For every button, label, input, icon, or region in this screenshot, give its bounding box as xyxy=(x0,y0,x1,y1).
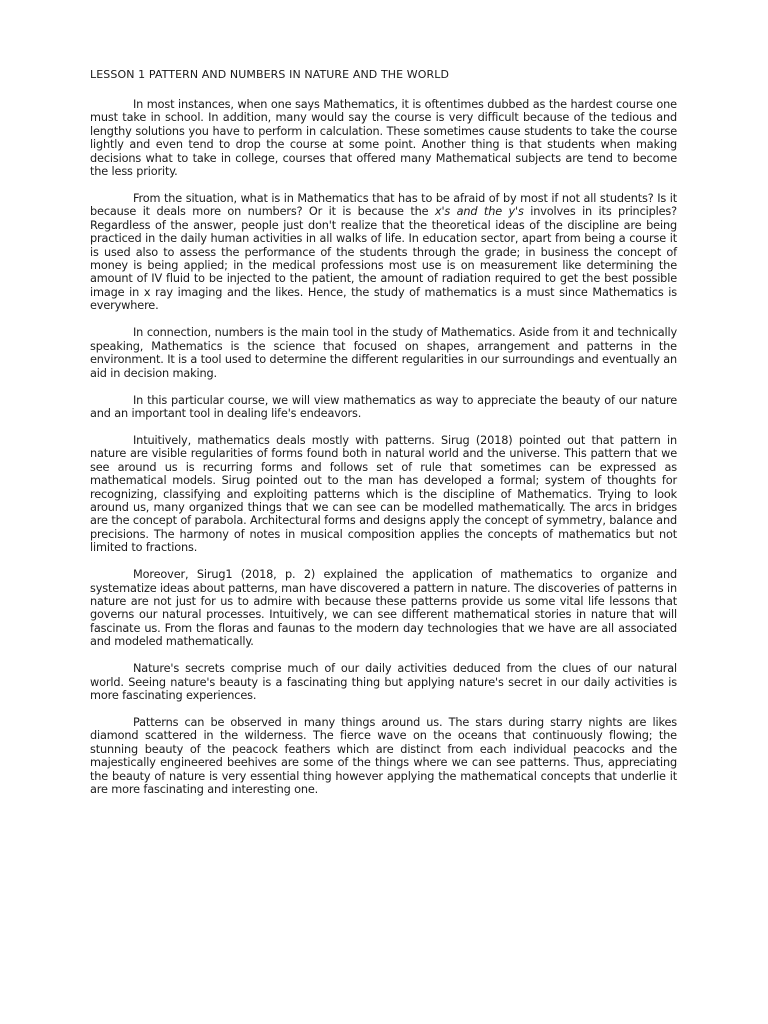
paragraph-5: Intuitively, mathematics deals mostly with patterns. Sirug (2018) pointed out that pattern in nature are visible regularities of forms found both in natural world and the universe. This pattern that we see around us is recurring forms and follows set of rule that sometimes can be expressed as mathematical models. Sirug pointed out to the man has developed a formal; system of thoughts for recognizing, classifying and exploiting patterns which is the discipline of Mathematics. Trying to look around us, many organized things that we can see can be modelled mathematically. The arcs in bridges are the concept of parabola. Architectural forms and designs apply the concept of symmetry, balance and precisions. The harmony of notes in musical composition applies the concepts of mathematics but not limited to fractions. xyxy=(90,433,677,555)
paragraph-3: In connection, numbers is the main tool in the study of Mathematics. Aside from it and technically speaking, Mathematics is the science that focused on shapes, arrangement and patterns in the environment. It is a tool used to determine the different regularities in our surroundings and eventually an aid in decision making. xyxy=(90,326,677,380)
paragraph-1: In most instances, when one says Mathematics, it is oftentimes dubbed as the hardest course one must take in school. In addition, many would say the course is very difficult because of the tedious and lengthy solutions you have to perform in calculation. These sometimes cause students to take the course lightly and even tend to drop the course at some point. Another thing is that students when making decisions what to take in college, courses that offered many Mathematical subjects are tend to become the less priority. xyxy=(90,98,677,179)
lesson-title: LESSON 1 PATTERN AND NUMBERS IN NATURE AND THE WORLD xyxy=(90,68,450,81)
paragraph-2-text-start: From the situation, what is in Mathematics that has to be afraid of by most if not all students? Is it because it deals more on numbers? Or it is because the xyxy=(90,192,677,219)
paragraph-2-text-end: involves in its principles? Regardless of the answer, people just don't realize that the theoretical ideas of the discipline are being practiced in the daily human activities in all walks of life. In education sector, apart from being a course it is used also to assess the performance of the students through the grade; in business the concept of money is being applied; in the medical professions most use is on measurement like determining the amount of IV fluid to be injected to the patient, the amount of radiation required to get the best possible image in x ray imaging and the likes. Hence, the study of mathematics is a must since Mathematics is everywhere. xyxy=(90,205,678,313)
paragraph-4: In this particular course, we will view mathematics as way to appreciate the beauty of our nature and an important tool in dealing life's endeavors. xyxy=(90,393,677,420)
document-page xyxy=(90,68,677,810)
paragraph-6: Moreover, Sirug1 (2018, p. 2) explained the application of mathematics to organize and systematize ideas about patterns, man have discovered a pattern in nature. The discoveries of patterns in nature are not just for us to admire with because these patterns provide us some vital life lessons that governs our natural processes. Intuitively, we can see different mathematical stories in nature that will fascinate us. From the floras and faunas to the modern day technologies that we have are all associated and modeled mathematically. xyxy=(90,568,677,649)
paragraph-2-italic-term: x's and the y's xyxy=(434,205,524,219)
paragraph-2 xyxy=(90,192,677,313)
paragraph-8: Patterns can be observed in many things around us. The stars during starry nights are likes diamond scattered in the wilderness. The fierce wave on the oceans that continuously flowing; the stunning beauty of the peacock feathers which are distinct from each individual peacocks and the majestically engineered beehives are some of the things where we can see patterns. Thus, appreciating the beauty of nature is very essential thing however applying the mathematical concepts that underlie it are more fascinating and interesting one. xyxy=(90,716,677,797)
paragraph-7: Nature's secrets comprise much of our daily activities deduced from the clues of our natural world. Seeing nature's beauty is a fascinating thing but applying nature's secret in our daily activities is more fascinating experiences. xyxy=(90,662,677,702)
